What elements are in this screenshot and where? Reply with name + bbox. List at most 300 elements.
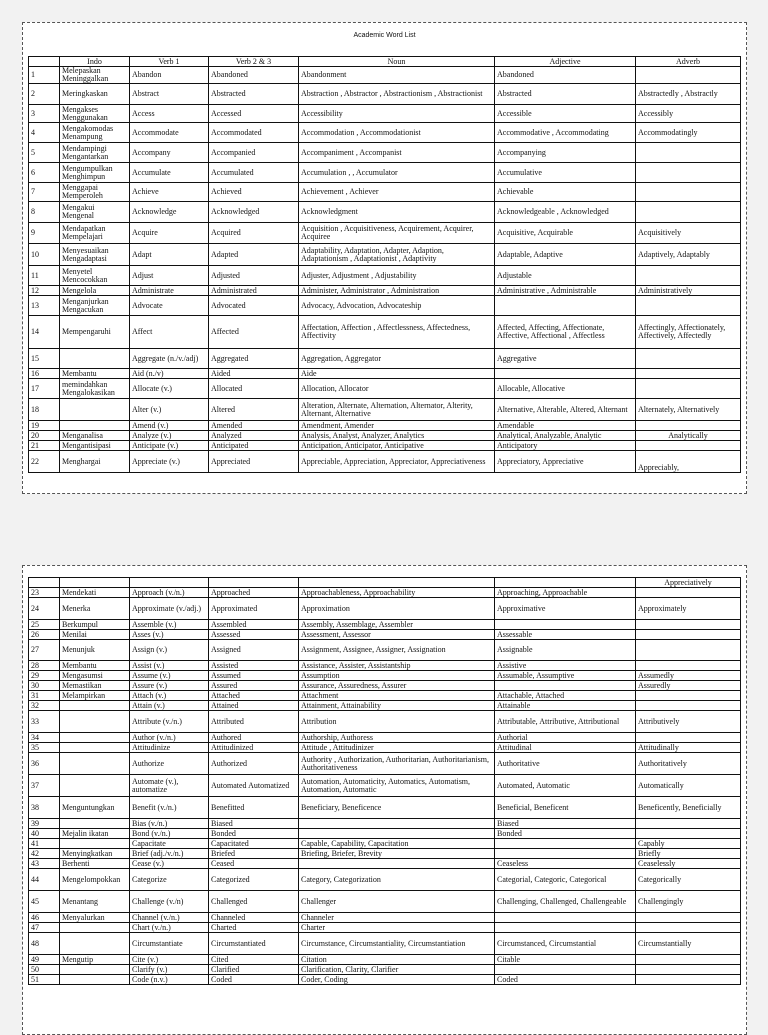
cell-verb-1: Authorize [130,753,209,775]
cell-noun: Charter [299,923,495,933]
cell-noun: Assistance, Assister, Assistantship [299,661,495,671]
cell-verb-2-3: Abstracted [209,84,299,105]
cell-adjective: Ceaseless [495,859,636,869]
cell-adjective: Assignable [495,640,636,661]
cell-verb-2-3: Attained [209,701,299,711]
cell-adjective: Approaching, Approachable [495,588,636,598]
cell-verb-2-3: Authored [209,733,299,743]
cell-number: 30 [29,681,60,691]
cell-verb-1: Assemble (v.) [130,620,209,630]
table-row [29,183,741,202]
cell-indo: Membantu [60,369,130,379]
cell-number: 8 [29,202,60,223]
cell-number: 39 [29,819,60,829]
cell-number: 23 [29,588,60,598]
cell-verb-2-3: Aided [209,369,299,379]
cell-adverb: Automatically [636,775,741,797]
table-row [29,598,741,620]
cell-verb-2-3: Achieved [209,183,299,202]
word-list-page-2 [22,565,747,1035]
cell-noun: Abstraction , Abstractor , Abstractionism , Abstractionist [299,84,495,105]
cell-number: 3 [29,105,60,123]
cell-adjective: Acquisitive, Acquirable [495,223,636,244]
cell-adverb: Appreciatively [636,578,741,588]
table-row [29,286,741,296]
cell-indo: Menyingkatkan [60,849,130,859]
cell-noun: Attachment [299,691,495,701]
table-row [29,681,741,691]
cell-adverb [636,588,741,598]
table-row [29,451,741,473]
cell-number [29,578,60,588]
cell-verb-2-3: Categorized [209,869,299,891]
cell-noun: Attribution [299,711,495,733]
cell-adjective: Assumable, Assumptive [495,671,636,681]
header-verb-1: Verb 1 [130,57,209,67]
cell-noun: Acknowledgment [299,202,495,223]
word-list-table-1 [28,56,741,473]
cell-number: 11 [29,266,60,286]
cell-verb-2-3: Coded [209,975,299,985]
cell-indo: Mempengaruhi [60,316,130,349]
cell-noun: Allocation, Allocator [299,379,495,399]
header-verb-2-3: Verb 2 & 3 [209,57,299,67]
cell-adjective: Coded [495,975,636,985]
cell-adverb [636,163,741,183]
cell-verb-1: Attach (v.) [130,691,209,701]
cell-verb-2-3: Circumstantiated [209,933,299,955]
cell-indo: Mendapatkan Mempelajari [60,223,130,244]
cell-adjective: Allocable, Allocative [495,379,636,399]
cell-verb-1: Categorize [130,869,209,891]
cell-indo: Mengakomodas Menampung [60,123,130,143]
cell-verb-2-3: Adjusted [209,266,299,286]
cell-adverb: Authoritatively [636,753,741,775]
cell-number: 7 [29,183,60,202]
cell-verb-2-3: Affected [209,316,299,349]
cell-adverb [636,67,741,84]
cell-number: 25 [29,620,60,630]
cell-adverb [636,701,741,711]
cell-indo: Mengelompokkan [60,869,130,891]
cell-number: 4 [29,123,60,143]
cell-adjective: Bonded [495,829,636,839]
table-row [29,431,741,441]
cell-verb-1: Challenge (v./n) [130,891,209,913]
table-row [29,379,741,399]
cell-adjective: Beneficial, Beneficent [495,797,636,819]
cell-adverb [636,266,741,286]
cell-adjective [495,681,636,691]
header-adjective: Adjective [495,57,636,67]
cell-verb-2-3: Attributed [209,711,299,733]
cell-adjective: Affected, Affecting, Affectionate, Affective, Affectional , Affectless [495,316,636,349]
cell-indo [60,775,130,797]
cell-indo: Membantu [60,661,130,671]
cell-noun: Achievement , Achiever [299,183,495,202]
table-row [29,349,741,369]
table-row [29,913,741,923]
cell-verb-1: Approximate (v./adj.) [130,598,209,620]
cell-noun: Affectation, Affection , Affectlessness, Affectedness, Affectivity [299,316,495,349]
cell-verb-1: Accumulate [130,163,209,183]
cell-adjective: Abstracted [495,84,636,105]
cell-noun [299,829,495,839]
table-body-2 [29,578,741,985]
cell-noun: Circumstance, Circumstantiality, Circumstantiation [299,933,495,955]
cell-adjective: Accumulative [495,163,636,183]
cell-indo: Mengumpulkan Menghimpun [60,163,130,183]
cell-noun: Clarification, Clarity, Clarifier [299,965,495,975]
cell-indo [60,975,130,985]
cell-verb-2-3: Advocated [209,296,299,316]
cell-verb-2-3: Assured [209,681,299,691]
cell-indo [60,753,130,775]
cell-verb-1: Affect [130,316,209,349]
cell-adverb: Assuredly [636,681,741,691]
cell-verb-1 [130,578,209,588]
cell-indo [60,933,130,955]
cell-noun: Attainment, Attainability [299,701,495,711]
table-row [29,223,741,244]
cell-number: 50 [29,965,60,975]
cell-verb-2-3: Briefed [209,849,299,859]
cell-adjective: Authoritative [495,753,636,775]
cell-noun: Assurance, Assuredness, Assurer [299,681,495,691]
cell-verb-1: Bond (v./n.) [130,829,209,839]
cell-verb-2-3: Accumulated [209,163,299,183]
cell-verb-1: Acknowledge [130,202,209,223]
cell-adjective [495,620,636,630]
table-row [29,839,741,849]
cell-noun: Aggregation, Aggregator [299,349,495,369]
cell-verb-2-3: Appreciated [209,451,299,473]
cell-verb-2-3: Cited [209,955,299,965]
cell-adverb: Affectingly, Affectionately, Affectively, Affectedly [636,316,741,349]
cell-indo: Mengasumsi [60,671,130,681]
table-row [29,588,741,598]
cell-noun: Advocacy, Advocation, Advocateship [299,296,495,316]
cell-noun: Category, Categorization [299,869,495,891]
cell-indo: Melampirkan [60,691,130,701]
cell-indo [60,711,130,733]
cell-indo: Menyesuaikan Mengadaptasi [60,244,130,266]
cell-verb-1: Attribute (v./n.) [130,711,209,733]
cell-noun: Approachableness, Approachability [299,588,495,598]
cell-verb-1: Attain (v.) [130,701,209,711]
cell-noun: Alteration, Alternate, Alternation, Alternator, Alterity, Alternant, Alternative [299,399,495,421]
cell-verb-1: Advocate [130,296,209,316]
cell-noun: Assumption [299,671,495,681]
table-row [29,859,741,869]
cell-adverb [636,640,741,661]
cell-indo: Menunjuk [60,640,130,661]
cell-indo [60,819,130,829]
cell-adverb: Accommodatingly [636,123,741,143]
cell-verb-1: Allocate (v.) [130,379,209,399]
table-row [29,661,741,671]
cell-adverb: Beneficently, Beneficially [636,797,741,819]
cell-indo: Menyetel Mencocokkan [60,266,130,286]
cell-indo [60,349,130,369]
header-noun: Noun [299,57,495,67]
cell-adjective: Assessable [495,630,636,640]
cell-number: 10 [29,244,60,266]
cell-number: 51 [29,975,60,985]
cell-verb-2-3: Allocated [209,379,299,399]
table-row [29,67,741,84]
cell-noun: Authorship, Authoress [299,733,495,743]
cell-adverb: Administratively [636,286,741,296]
cell-verb-1: Clarify (v.) [130,965,209,975]
table-row [29,933,741,955]
cell-number: 12 [29,286,60,296]
table-row [29,891,741,913]
cell-verb-2-3: Altered [209,399,299,421]
cell-verb-1: Assist (v.) [130,661,209,671]
cell-verb-1: Channel (v./n.) [130,913,209,923]
cell-verb-2-3: Benefitted [209,797,299,819]
cell-number: 40 [29,829,60,839]
cell-verb-1: Cease (v.) [130,859,209,869]
cell-verb-2-3: Acquired [209,223,299,244]
cell-number: 35 [29,743,60,753]
cell-adverb [636,349,741,369]
cell-number: 46 [29,913,60,923]
cell-indo [60,965,130,975]
cell-adjective: Administrative , Administrable [495,286,636,296]
cell-verb-2-3: Approached [209,588,299,598]
cell-verb-2-3: Assembled [209,620,299,630]
cell-adjective: Adaptable, Adaptive [495,244,636,266]
cell-number: 26 [29,630,60,640]
cell-indo: Memastikan [60,681,130,691]
cell-noun: Amendment, Amender [299,421,495,431]
cell-adverb: Accessibly [636,105,741,123]
cell-verb-2-3: Approximated [209,598,299,620]
cell-verb-2-3: Assumed [209,671,299,681]
cell-verb-2-3: Charted [209,923,299,933]
cell-indo [60,923,130,933]
cell-verb-1: Adjust [130,266,209,286]
cell-indo [60,578,130,588]
cell-indo: Menggapai Memperoleh [60,183,130,202]
header-indo: Indo [60,57,130,67]
cell-verb-2-3: Channeled [209,913,299,923]
cell-verb-1: Adapt [130,244,209,266]
cell-adverb [636,975,741,985]
cell-adverb: Challengingly [636,891,741,913]
cell-adjective: Anticipatory [495,441,636,451]
cell-number: 22 [29,451,60,473]
cell-verb-2-3: Aggregated [209,349,299,369]
cell-number: 29 [29,671,60,681]
cell-verb-2-3: Challenged [209,891,299,913]
cell-noun: Approximation [299,598,495,620]
table-row [29,399,741,421]
cell-adjective: Authorial [495,733,636,743]
cell-adverb [636,733,741,743]
table-row [29,640,741,661]
cell-noun: Citation [299,955,495,965]
table-row [29,753,741,775]
cell-adjective [495,296,636,316]
cell-noun: Adaptability, Adaptation, Adapter, Adaption, Adaptationism , Adaptationist , Adaptivity [299,244,495,266]
cell-verb-1: Acquire [130,223,209,244]
cell-verb-1: Abstract [130,84,209,105]
cell-adjective: Attachable, Attached [495,691,636,701]
cell-number: 16 [29,369,60,379]
cell-verb-2-3: Accompanied [209,143,299,163]
cell-verb-1: Automate (v.), automatize [130,775,209,797]
cell-indo: Mengelola [60,286,130,296]
cell-verb-2-3: Amended [209,421,299,431]
cell-noun: Channeler [299,913,495,923]
cell-verb-2-3: Biased [209,819,299,829]
cell-verb-1: Anticipate (v.) [130,441,209,451]
cell-adjective: Alternative, Alterable, Altered, Alternant [495,399,636,421]
cell-verb-2-3: Clarified [209,965,299,975]
cell-verb-2-3: Assisted [209,661,299,671]
cell-noun: Acquisition , Acquisitiveness, Acquirement, Acquirer, Acquiree [299,223,495,244]
cell-verb-1: Amend (v.) [130,421,209,431]
cell-adverb: Attitudinally [636,743,741,753]
cell-adverb [636,421,741,431]
cell-verb-1: Author (v./n.) [130,733,209,743]
cell-number: 42 [29,849,60,859]
cell-noun: Administer, Administrator , Administration [299,286,495,296]
cell-adverb: Analytically [636,431,741,441]
cell-indo: Menerka [60,598,130,620]
cell-adjective: Accompanying [495,143,636,163]
cell-adverb: Briefly [636,849,741,859]
cell-indo: Meringkaskan [60,84,130,105]
cell-noun [299,578,495,588]
table-row [29,775,741,797]
cell-number: 38 [29,797,60,819]
cell-indo: Mengakses Menggunakan [60,105,130,123]
cell-adjective: Attitudinal [495,743,636,753]
cell-verb-2-3: Analyzed [209,431,299,441]
cell-verb-1: Aggregate (n./v./adj) [130,349,209,369]
cell-noun: Adjuster, Adjustment , Adjustability [299,266,495,286]
cell-adverb [636,691,741,701]
cell-adverb: Alternately, Alternatively [636,399,741,421]
cell-verb-1: Access [130,105,209,123]
table-row [29,421,741,431]
cell-verb-1: Capacitate [130,839,209,849]
cell-verb-1: Brief (adj./v./n.) [130,849,209,859]
table-row [29,316,741,349]
cell-verb-1: Circumstantiate [130,933,209,955]
cell-adverb: Ceaselessly [636,859,741,869]
cell-noun: Anticipation, Anticipator, Anticipative [299,441,495,451]
cell-verb-2-3: Capacitated [209,839,299,849]
cell-number: 9 [29,223,60,244]
cell-adverb: Appreciably, [636,451,741,473]
cell-adverb [636,630,741,640]
cell-verb-1: Accommodate [130,123,209,143]
cell-verb-1: Chart (v./n.) [130,923,209,933]
cell-noun: Authority , Authorization, Authoritarian, Authoritarianism, Authoritativeness [299,753,495,775]
cell-number: 37 [29,775,60,797]
cell-number: 19 [29,421,60,431]
cell-number: 34 [29,733,60,743]
cell-noun: Beneficiary, Beneficence [299,797,495,819]
table-row [29,975,741,985]
table-row [29,819,741,829]
word-list-page-1 [22,22,747,494]
cell-verb-1: Cite (v.) [130,955,209,965]
cell-verb-2-3: Acknowledged [209,202,299,223]
header-adverb: Adverb [636,57,741,67]
cell-verb-1: Aid (n./v) [130,369,209,379]
cell-adjective: Citable [495,955,636,965]
table-row [29,244,741,266]
cell-adjective: Automated, Automatic [495,775,636,797]
cell-adverb [636,913,741,923]
table-row [29,923,741,933]
cell-indo: Menguntungkan [60,797,130,819]
cell-number: 20 [29,431,60,441]
table-row [29,701,741,711]
cell-verb-1: Asses (v.) [130,630,209,640]
cell-noun: Capable, Capability, Capacitation [299,839,495,849]
table-row [29,620,741,630]
cell-indo: Menganalisa [60,431,130,441]
cell-adverb [636,620,741,630]
cell-adjective [495,578,636,588]
table-row [29,869,741,891]
cell-verb-1: Achieve [130,183,209,202]
cell-adverb: Approximately [636,598,741,620]
cell-verb-2-3: Adapted [209,244,299,266]
cell-number: 43 [29,859,60,869]
cell-adjective: Attainable [495,701,636,711]
cell-verb-1: Assure (v.) [130,681,209,691]
cell-adverb [636,296,741,316]
cell-adverb [636,819,741,829]
table-row [29,733,741,743]
table-row [29,965,741,975]
cell-verb-2-3: Bonded [209,829,299,839]
cell-indo: Mengantisipasi [60,441,130,451]
cell-verb-1: Appreciate (v.) [130,451,209,473]
cell-verb-1: Code (n.v.) [130,975,209,985]
cell-adverb: Assumedly [636,671,741,681]
cell-indo: Berhenti [60,859,130,869]
table-row [29,797,741,819]
table-row [29,578,741,588]
cell-verb-1: Accompany [130,143,209,163]
cell-number: 21 [29,441,60,451]
cell-adverb [636,441,741,451]
cell-indo: Menyalurkan [60,913,130,923]
cell-verb-1: Attitudinize [130,743,209,753]
cell-indo: Mejalin ikatan [60,829,130,839]
cell-adverb: Circumstantially [636,933,741,955]
cell-noun: Accommodation , Accommodationist [299,123,495,143]
cell-number: 44 [29,869,60,891]
cell-adjective: Accommodative , Accommodating [495,123,636,143]
cell-adjective: Appreciatory, Appreciative [495,451,636,473]
cell-verb-2-3: Administrated [209,286,299,296]
cell-number: 28 [29,661,60,671]
cell-adjective: Attributable, Attributive, Attributional [495,711,636,733]
cell-verb-1: Administrate [130,286,209,296]
table-row [29,266,741,286]
cell-adjective [495,369,636,379]
